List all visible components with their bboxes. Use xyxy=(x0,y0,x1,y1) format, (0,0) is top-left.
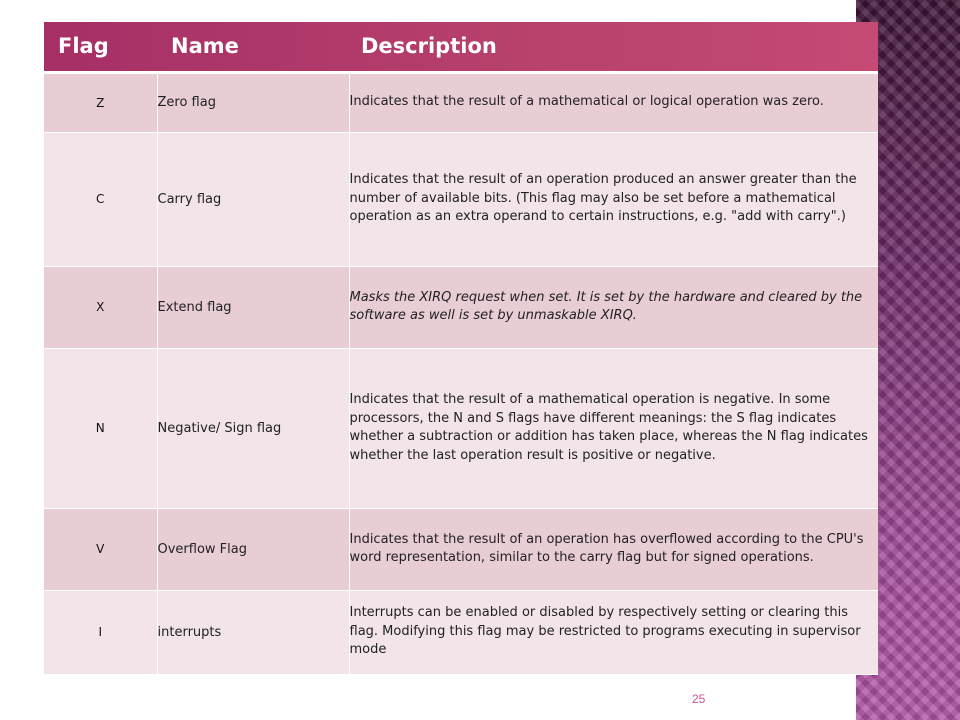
flag-code: X xyxy=(44,266,157,348)
page-number: 25 xyxy=(692,692,706,706)
flag-code: C xyxy=(44,132,157,266)
flag-name: Overflow Flag xyxy=(157,508,349,590)
flag-description: Masks the XIRQ request when set. It is set by the hardware and cleared by the software as well is set by unmaskable XIRQ. xyxy=(349,266,878,348)
flag-description: Indicates that the result of a mathematical operation is negative. In some processors, the N and S flags have different meanings: the S flag indicates whether a subtraction or addition has taken place, whereas the N flag indicates whether the last operation result is positive or negative. xyxy=(349,348,878,508)
table-header-row xyxy=(44,22,878,72)
flag-description: Indicates that the result of an operation produced an answer greater than the number of available bits. (This flag may also be set before a mathematical operation as an extra operand to certain instructions, e.g. "add with carry".) xyxy=(349,132,878,266)
table-row xyxy=(44,266,878,348)
header-flag: Flag xyxy=(44,22,157,72)
flag-name: Extend flag xyxy=(157,266,349,348)
flags-table xyxy=(44,22,878,675)
header-description: Description xyxy=(349,22,878,72)
header-name: Name xyxy=(157,22,349,72)
flag-name: interrupts xyxy=(157,590,349,674)
flag-name: Carry flag xyxy=(157,132,349,266)
flag-name: Negative/ Sign flag xyxy=(157,348,349,508)
flag-description: Indicates that the result of a mathematical or logical operation was zero. xyxy=(349,72,878,132)
table-row xyxy=(44,72,878,132)
flag-name: Zero flag xyxy=(157,72,349,132)
table-row xyxy=(44,508,878,590)
flag-description: Indicates that the result of an operation has overflowed according to the CPU's word representation, similar to the carry flag but for signed operations. xyxy=(349,508,878,590)
table-row xyxy=(44,348,878,508)
flag-description: Interrupts can be enabled or disabled by respectively setting or clearing this flag. Modifying this flag may be restricted to programs executing in supervisor mode xyxy=(349,590,878,674)
flag-code: I xyxy=(44,590,157,674)
flag-code: Z xyxy=(44,72,157,132)
table-row xyxy=(44,132,878,266)
flag-code: N xyxy=(44,348,157,508)
flag-code: V xyxy=(44,508,157,590)
table-row xyxy=(44,590,878,674)
